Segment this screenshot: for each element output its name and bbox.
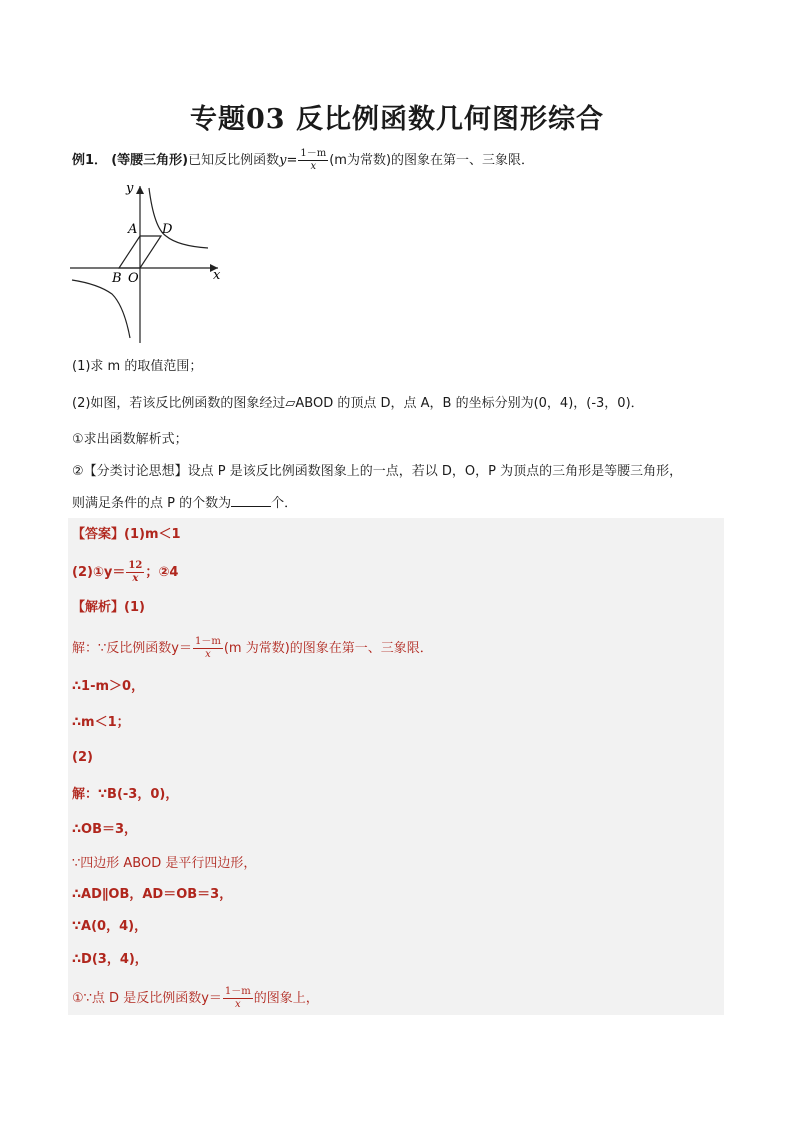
analysis-line-5: 解：∵B(-3，0)， — [72, 787, 179, 802]
label-b: B — [112, 271, 122, 286]
hyperbola-graph — [68, 178, 238, 348]
label-o: O — [128, 271, 139, 286]
question-2-part-1: ①求出函数解析式； — [72, 432, 188, 447]
answer-line-2: (2)①y＝ $\frac{12}{x}$ ；②4 — [72, 560, 179, 584]
analysis-fraction-1: $\frac{1-m}{x}$ — [194, 636, 221, 660]
y-axis-arrow — [136, 186, 144, 194]
analysis-fraction-2: $\frac{1-m}{x}$ — [224, 986, 251, 1010]
question-2-part-2: ②【分类讨论思想】设点 P 是该反比例函数图象上的一点，若以 D，O，P 为顶点的三角形是等腰三角形， — [72, 464, 683, 479]
analysis-line-3: ∴m＜1； — [72, 715, 130, 730]
example-y: y — [279, 153, 287, 168]
question-2: (2)如图，若该反比例函数的图象经过▱ABOD 的顶点 D，点 A，B 的坐标分别为(0，4)，(-3，0)． — [72, 396, 644, 411]
analysis-line-10: ∴D(3，4)， — [72, 952, 148, 967]
label-d: D — [162, 222, 173, 237]
example-tag: (等腰三角形) — [111, 153, 189, 168]
label-x: x — [213, 268, 221, 283]
hyperbola-branch-3 — [72, 280, 130, 338]
analysis-line-6: ∴OB＝3， — [72, 822, 138, 837]
answer-fraction: $\frac{12}{x}$ — [128, 560, 143, 584]
analysis-line-7: ∵四边形 ABOD 是平行四边形， — [72, 856, 257, 871]
example-eq: = — [286, 153, 298, 168]
example-text-before: 已知反比例函数 — [188, 153, 280, 168]
solution-panel — [68, 518, 724, 1015]
analysis-line-1: 解：∵反比例函数y＝ $\frac{1-m}{x}$ (m 为常数)的图象在第一、三象限． — [72, 636, 433, 660]
analysis-line-11: ①∵点 D 是反比例函数y＝ $\frac{1-m}{x}$ 的图象上， — [72, 986, 319, 1010]
label-a: A — [128, 222, 138, 237]
example-fraction: $\frac{1-m}{x}$ — [300, 148, 327, 172]
page-title: 专题03 反比例函数几何图形综合 — [190, 104, 604, 135]
question-2-part-2-cont: 则满足条件的点 P 的个数为 个． — [72, 496, 298, 511]
analysis-line-8: ∴AD∥OB，AD＝OB＝3， — [72, 887, 233, 902]
hyperbola-branch-1 — [149, 188, 208, 248]
answer-blank — [231, 494, 271, 507]
example-statement — [72, 148, 534, 173]
analysis-line-9: ∵A(0，4)， — [72, 919, 148, 934]
answer-line-1: 【答案】(1)m＜1 — [72, 527, 181, 542]
analysis-line-2: ∴1-m＞0， — [72, 679, 145, 694]
example-label: 例1． — [72, 153, 108, 168]
analysis-line-4: (2) — [72, 750, 93, 765]
example-paren-m: (m — [329, 153, 347, 168]
label-y: y — [126, 181, 134, 196]
example-text-after: 为常数)的图象在第一、三象限． — [346, 153, 535, 168]
analysis-header: 【解析】(1) — [72, 600, 145, 615]
question-1: (1)求 m 的取值范围； — [72, 359, 203, 374]
